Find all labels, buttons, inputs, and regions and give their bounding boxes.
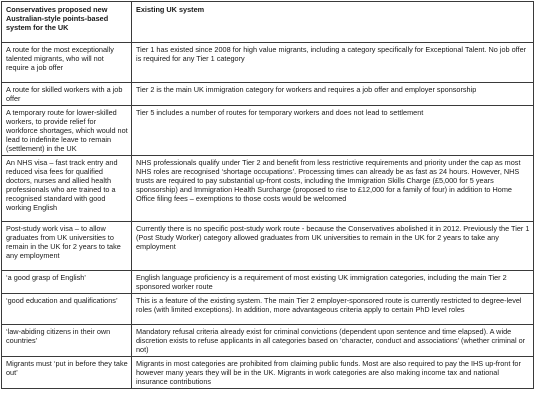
existing-cell: Tier 2 is the main UK immigration category for workers and requires a job offer and employer sponsorship (132, 83, 534, 106)
header-existing: Existing UK system (132, 2, 534, 43)
table-header-row (2, 2, 534, 43)
comparison-table (1, 1, 534, 389)
proposal-cell: A route for the most exceptionally talented migrants, who will not require a job offer (2, 43, 132, 83)
table-row (2, 83, 534, 106)
existing-cell: Tier 5 includes a number of routes for temporary workers and does not lead to settlement (132, 106, 534, 156)
proposal-cell: ‘a good grasp of English’ (2, 271, 132, 294)
existing-cell: Migrants in most categories are prohibited from claiming public funds. Most are also required to pay the IHS up-front for however many years they will be in the UK. Migrants in work categories are also making income tax and national insurance contributions (132, 357, 534, 389)
table-row (2, 357, 534, 389)
table-row (2, 271, 534, 294)
proposal-cell: An NHS visa – fast track entry and reduced visa fees for qualified doctors, nurses and allied health professionals who are trained to a recognised standard with good working English (2, 156, 132, 222)
existing-cell: Currently there is no specific post-study work route - because the Conservatives abolished it in 2012. Previously the Tier 1 (Post Study Worker) category allowed graduates from UK universities to remain in the UK for 2 years to take any employment (132, 222, 534, 271)
existing-cell: Tier 1 has existed since 2008 for high value migrants, including a category specifically for Exceptional Talent. No job offer is required for any Tier 1 category (132, 43, 534, 83)
existing-cell: This is a feature of the existing system. The main Tier 2 employer-sponsored route is currently restricted to degree-level roles (with limited exceptions). In addition, more advantageous criteria apply to certain PhD level roles (132, 294, 534, 325)
comparison-document (1, 1, 533, 419)
existing-cell: English language proficiency is a requirement of most existing UK immigration categories, including the main Tier 2 sponsored worker route (132, 271, 534, 294)
proposal-cell: Migrants must ‘put in before they take out’ (2, 357, 132, 389)
proposal-cell: A temporary route for lower-skilled workers, to provide relief for workforce shortages, which would not lead to indefinite leave to remain (settlement) in the UK (2, 106, 132, 156)
table-row (2, 156, 534, 222)
table-row (2, 325, 534, 357)
table-row (2, 106, 534, 156)
table-row (2, 43, 534, 83)
proposal-cell: A route for skilled workers with a job offer (2, 83, 132, 106)
proposal-cell: Post-study work visa – to allow graduates from UK universities to remain in the UK for 2 years to take any employment (2, 222, 132, 271)
proposal-cell: ‘good education and qualifications’ (2, 294, 132, 325)
proposal-cell: ‘law-abiding citizens in their own countries’ (2, 325, 132, 357)
existing-cell: NHS professionals qualify under Tier 2 and benefit from less restrictive requirements and priority under the cap as most NHS roles are recognised ‘shortage occupations’. Processing times can already be as fast as 24 hours. However, NHS trusts are required to pay substantial up-front costs, including the Immigration Skills Charge (£5,000 for 5 years sponsorship) and Immigration Health Surcharge (proposed to rise to £12,000 for a family of four) in addition to Home Office filing fees – exemptions to those costs would be welcomed (132, 156, 534, 222)
header-proposal: Conservatives proposed new Australian-style points-based system for the UK (2, 2, 132, 43)
table-row (2, 222, 534, 271)
table-row (2, 294, 534, 325)
existing-cell: Mandatory refusal criteria already exist for criminal convictions (dependent upon sentence and time elapsed). A wide discretion exists to refuse applicants in all categories based on ‘character, conduct and associations’ (whether criminal or not) (132, 325, 534, 357)
